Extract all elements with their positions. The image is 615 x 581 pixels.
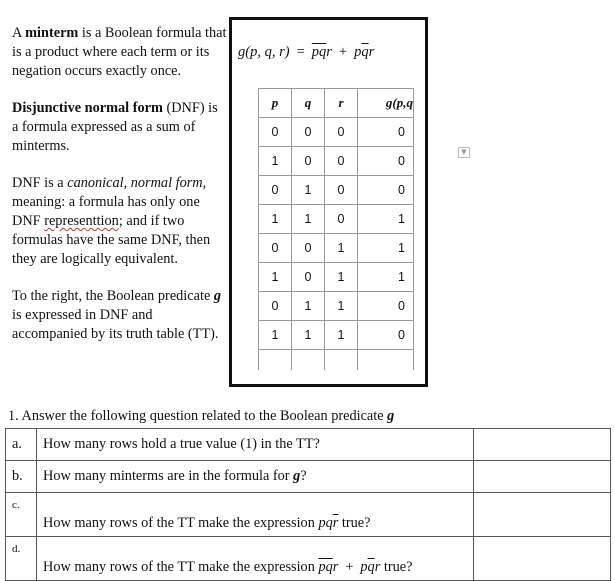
dropdown-arrow-icon[interactable]: ▼ (458, 147, 470, 158)
truth-value-cell: 1 (358, 234, 414, 263)
dnf-definition: Disjunctive normal form (DNF) is a formula expressed as a sum of minterms. (12, 100, 218, 154)
question-row-b (6, 461, 611, 493)
predicate-panel (229, 17, 428, 387)
question-label: b. (6, 461, 37, 493)
header-r: r (325, 89, 358, 118)
question-label: a. (6, 429, 37, 461)
answer-cell-c[interactable] (474, 493, 611, 537)
truth-value-cell: 0 (358, 118, 414, 147)
header-p: p (259, 89, 292, 118)
truth-value-cell: 0 (358, 176, 414, 205)
misspelled-word: representtion (44, 213, 119, 229)
truth-table-header (259, 89, 414, 118)
input-value-cell: 0 (292, 147, 325, 176)
question-text: How many minterms are in the formula for g? (37, 461, 474, 493)
input-value-cell: 0 (292, 118, 325, 147)
answer-cell-b[interactable] (474, 461, 611, 493)
input-value-cell: 0 (292, 234, 325, 263)
truth-table-row (259, 176, 414, 205)
input-value-cell: 1 (292, 205, 325, 234)
input-value-cell: 0 (259, 234, 292, 263)
intro-text (12, 24, 227, 362)
truth-value-cell: 1 (358, 263, 414, 292)
input-value-cell: 1 (325, 234, 358, 263)
input-value-cell: 1 (325, 321, 358, 350)
question-row-d (6, 537, 611, 581)
truth-table-row (259, 292, 414, 321)
input-value-cell: 1 (325, 263, 358, 292)
truth-value-cell: 0 (358, 321, 414, 350)
questions-table (5, 428, 611, 581)
input-value-cell: 0 (259, 176, 292, 205)
input-value-cell: 1 (292, 292, 325, 321)
truth-table-row (259, 147, 414, 176)
dnf-term: Disjunctive normal form (12, 100, 163, 116)
input-value-cell: 0 (325, 205, 358, 234)
minterm-definition: A minterm is a Boolean formula that is a product where each term or its negation occurs exactly once. (12, 25, 227, 79)
question-row-c (6, 493, 611, 537)
input-value-cell: 0 (259, 292, 292, 321)
truth-value-cell: 0 (358, 292, 414, 321)
dnf-formula: g(p, q, $r) = \overline{pq}r + p\overline{q}r$ (238, 44, 375, 60)
truth-value-cell: 1 (358, 205, 414, 234)
truth-table-spacer (259, 350, 414, 371)
header-q: q (292, 89, 325, 118)
question-text: How many rows hold a true value (1) in the TT? (37, 429, 474, 461)
header-g: g(p,q (358, 89, 414, 118)
input-value-cell: 1 (292, 321, 325, 350)
input-value-cell: 0 (325, 147, 358, 176)
input-value-cell: 1 (259, 147, 292, 176)
question-row-a (6, 429, 611, 461)
input-value-cell: 0 (325, 176, 358, 205)
truth-table-row (259, 205, 414, 234)
input-value-cell: 1 (259, 321, 292, 350)
question-label: c. (6, 493, 37, 537)
truth-table-row (259, 263, 414, 292)
question-text: How many rows of the TT make the expression $\overline{pq}r + p\overline{q}r$ true? (37, 537, 474, 581)
input-value-cell: 1 (259, 263, 292, 292)
answer-cell-a[interactable] (474, 429, 611, 461)
input-value-cell: 0 (259, 118, 292, 147)
minterm-term: minterm (25, 25, 79, 41)
truth-table-row (259, 321, 414, 350)
questions-title: 1. Answer the following question related to the Boolean predicate g (8, 408, 395, 424)
input-value-cell: 1 (292, 176, 325, 205)
input-value-cell: 0 (325, 118, 358, 147)
truth-value-cell: 0 (358, 147, 414, 176)
input-value-cell: 1 (259, 205, 292, 234)
input-value-cell: 0 (292, 263, 325, 292)
question-text: How many rows of the TT make the expression $pq\overline{r}$ true? (37, 493, 474, 537)
answer-cell-d[interactable] (474, 537, 611, 581)
predicate-note: To the right, the Boolean predicate g is expressed in DNF and accompanied by its truth table (TT). (12, 288, 222, 342)
truth-table-row (259, 118, 414, 147)
truth-table (258, 88, 414, 370)
question-label: d. (6, 537, 37, 581)
input-value-cell: 1 (325, 292, 358, 321)
truth-table-row (259, 234, 414, 263)
dnf-canonical-note: DNF is a canonical, normal form, meaning: a formula has only one DNF representtion; and if two formulas have the same DNF, then they are logically equivalent. (12, 175, 211, 267)
